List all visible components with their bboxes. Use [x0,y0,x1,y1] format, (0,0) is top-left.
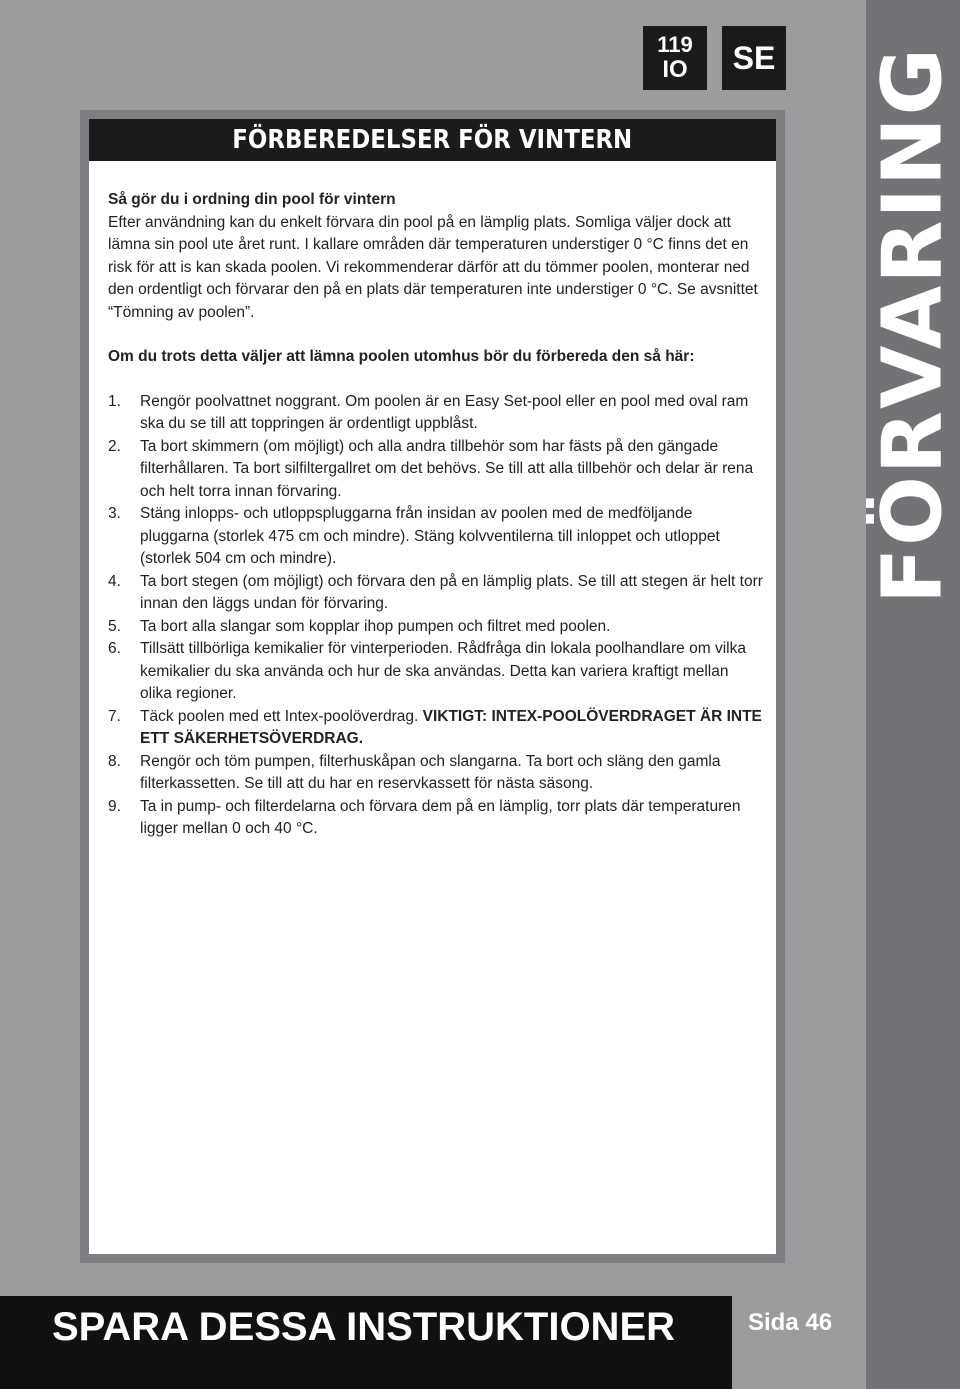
step-warning: VIKTIGT: INTEX-POOLÖVERDRAGET ÄR INTE ETT SÄKERHETSÖVERDRAG. [140,707,762,747]
subheading: Om du trots detta väljer att lämna poolen utomhus bör du förbereda den så här: [108,348,695,365]
step-number: 6. [108,640,121,657]
list-item [108,571,763,616]
page-number: Sida 46 [748,1309,833,1336]
step-number: 3. [108,505,121,522]
list-item [108,503,763,571]
step-number: 1. [108,392,121,410]
list-item [108,616,763,639]
content-body [108,189,763,841]
step-text: Rengör och töm pumpen, filterhuskåpan och slangarna. Ta bort och släng den gamla filterkassetten. Se till att du har en reservkassett för nästa säsong. [140,752,721,792]
step-number: 7. [108,707,121,725]
step-text: Ta bort skimmern (om möjligt) och alla andra tillbehör som har fästs på den gängade filterhållaren. Ta bort silfiltergallret om det behövs. Se till att alla tillbehör och delar är rena och helt torra innan förvaring. [140,437,754,500]
side-label [866,0,960,1389]
list-item [108,706,763,751]
list-item [108,638,763,706]
model-code-line1: 119 [657,32,693,57]
model-code-line2: IO [662,56,688,83]
footer-slogan: SPARA DESSA INSTRUKTIONER [52,1305,676,1349]
step-text: Rengör poolvattnet noggrant. Om poolen är en Easy Set-pool eller en pool med oval ram ska du se till att toppringen är ordentligt uppblåst. [140,392,749,432]
step-number: 5. [108,617,121,635]
page-title: FÖRBEREDELSER FÖR VINTERN [232,125,633,155]
step-number: 8. [108,752,121,770]
page-title-bar [89,119,776,161]
step-text: Tillsätt tillbörliga kemikalier för vinterperioden. Rådfråga din lokala poolhandlare om vilka kemikalier du ska använda och hur de ska användas. Detta kan variera kraftigt mellan olika regioner. [140,640,746,702]
step-text: Ta in pump- och filterdelarna och förvara dem på en lämplig, torr plats där temperaturen ligger mellan 0 och 40 °C. [140,797,741,837]
step-number: 9. [108,797,121,815]
list-item [108,436,763,504]
list-item [108,751,763,796]
side-label-text: FÖRVARING [866,46,960,604]
list-item [108,391,763,436]
language-badge: SE [722,26,786,90]
step-text: Stäng inlopps- och utloppspluggarna från insidan av poolen med de medföljande pluggarna (storlek 475 cm och mindre). Stäng kolvventilerna till inloppet och utloppet (storlek 504 cm och mindre). [140,505,720,567]
model-code-badge [643,26,707,90]
step-text: Täck poolen med ett Intex-poolöverdrag. [140,707,419,725]
intro-paragraph: Efter användning kan du enkelt förvara din pool på en lämplig plats. Somliga väljer dock att lämna sin pool ute året runt. I kallare områden där temperaturen understiger 0 °C finns det en risk för att is kan skada poolen. Vi rekommenderar därför att du tömmer poolen, monterar ned den ordentligt och förvarar den på en plats där temperaturen inte understiger 0 °C. Se avsnittet “Tömning av poolen”. [108,213,758,321]
step-text: Ta bort alla slangar som kopplar ihop pumpen och filtret med poolen. [140,617,611,635]
step-number: 4. [108,572,121,590]
step-number: 2. [108,437,121,455]
step-text: Ta bort stegen (om möjligt) och förvara den på en lämplig plats. Se till att stegen är helt torr innan den läggs undan för förvaring. [140,572,763,612]
intro-heading: Så gör du i ordning din pool för vintern [108,191,396,208]
list-item [108,796,763,841]
steps-list [108,391,763,841]
